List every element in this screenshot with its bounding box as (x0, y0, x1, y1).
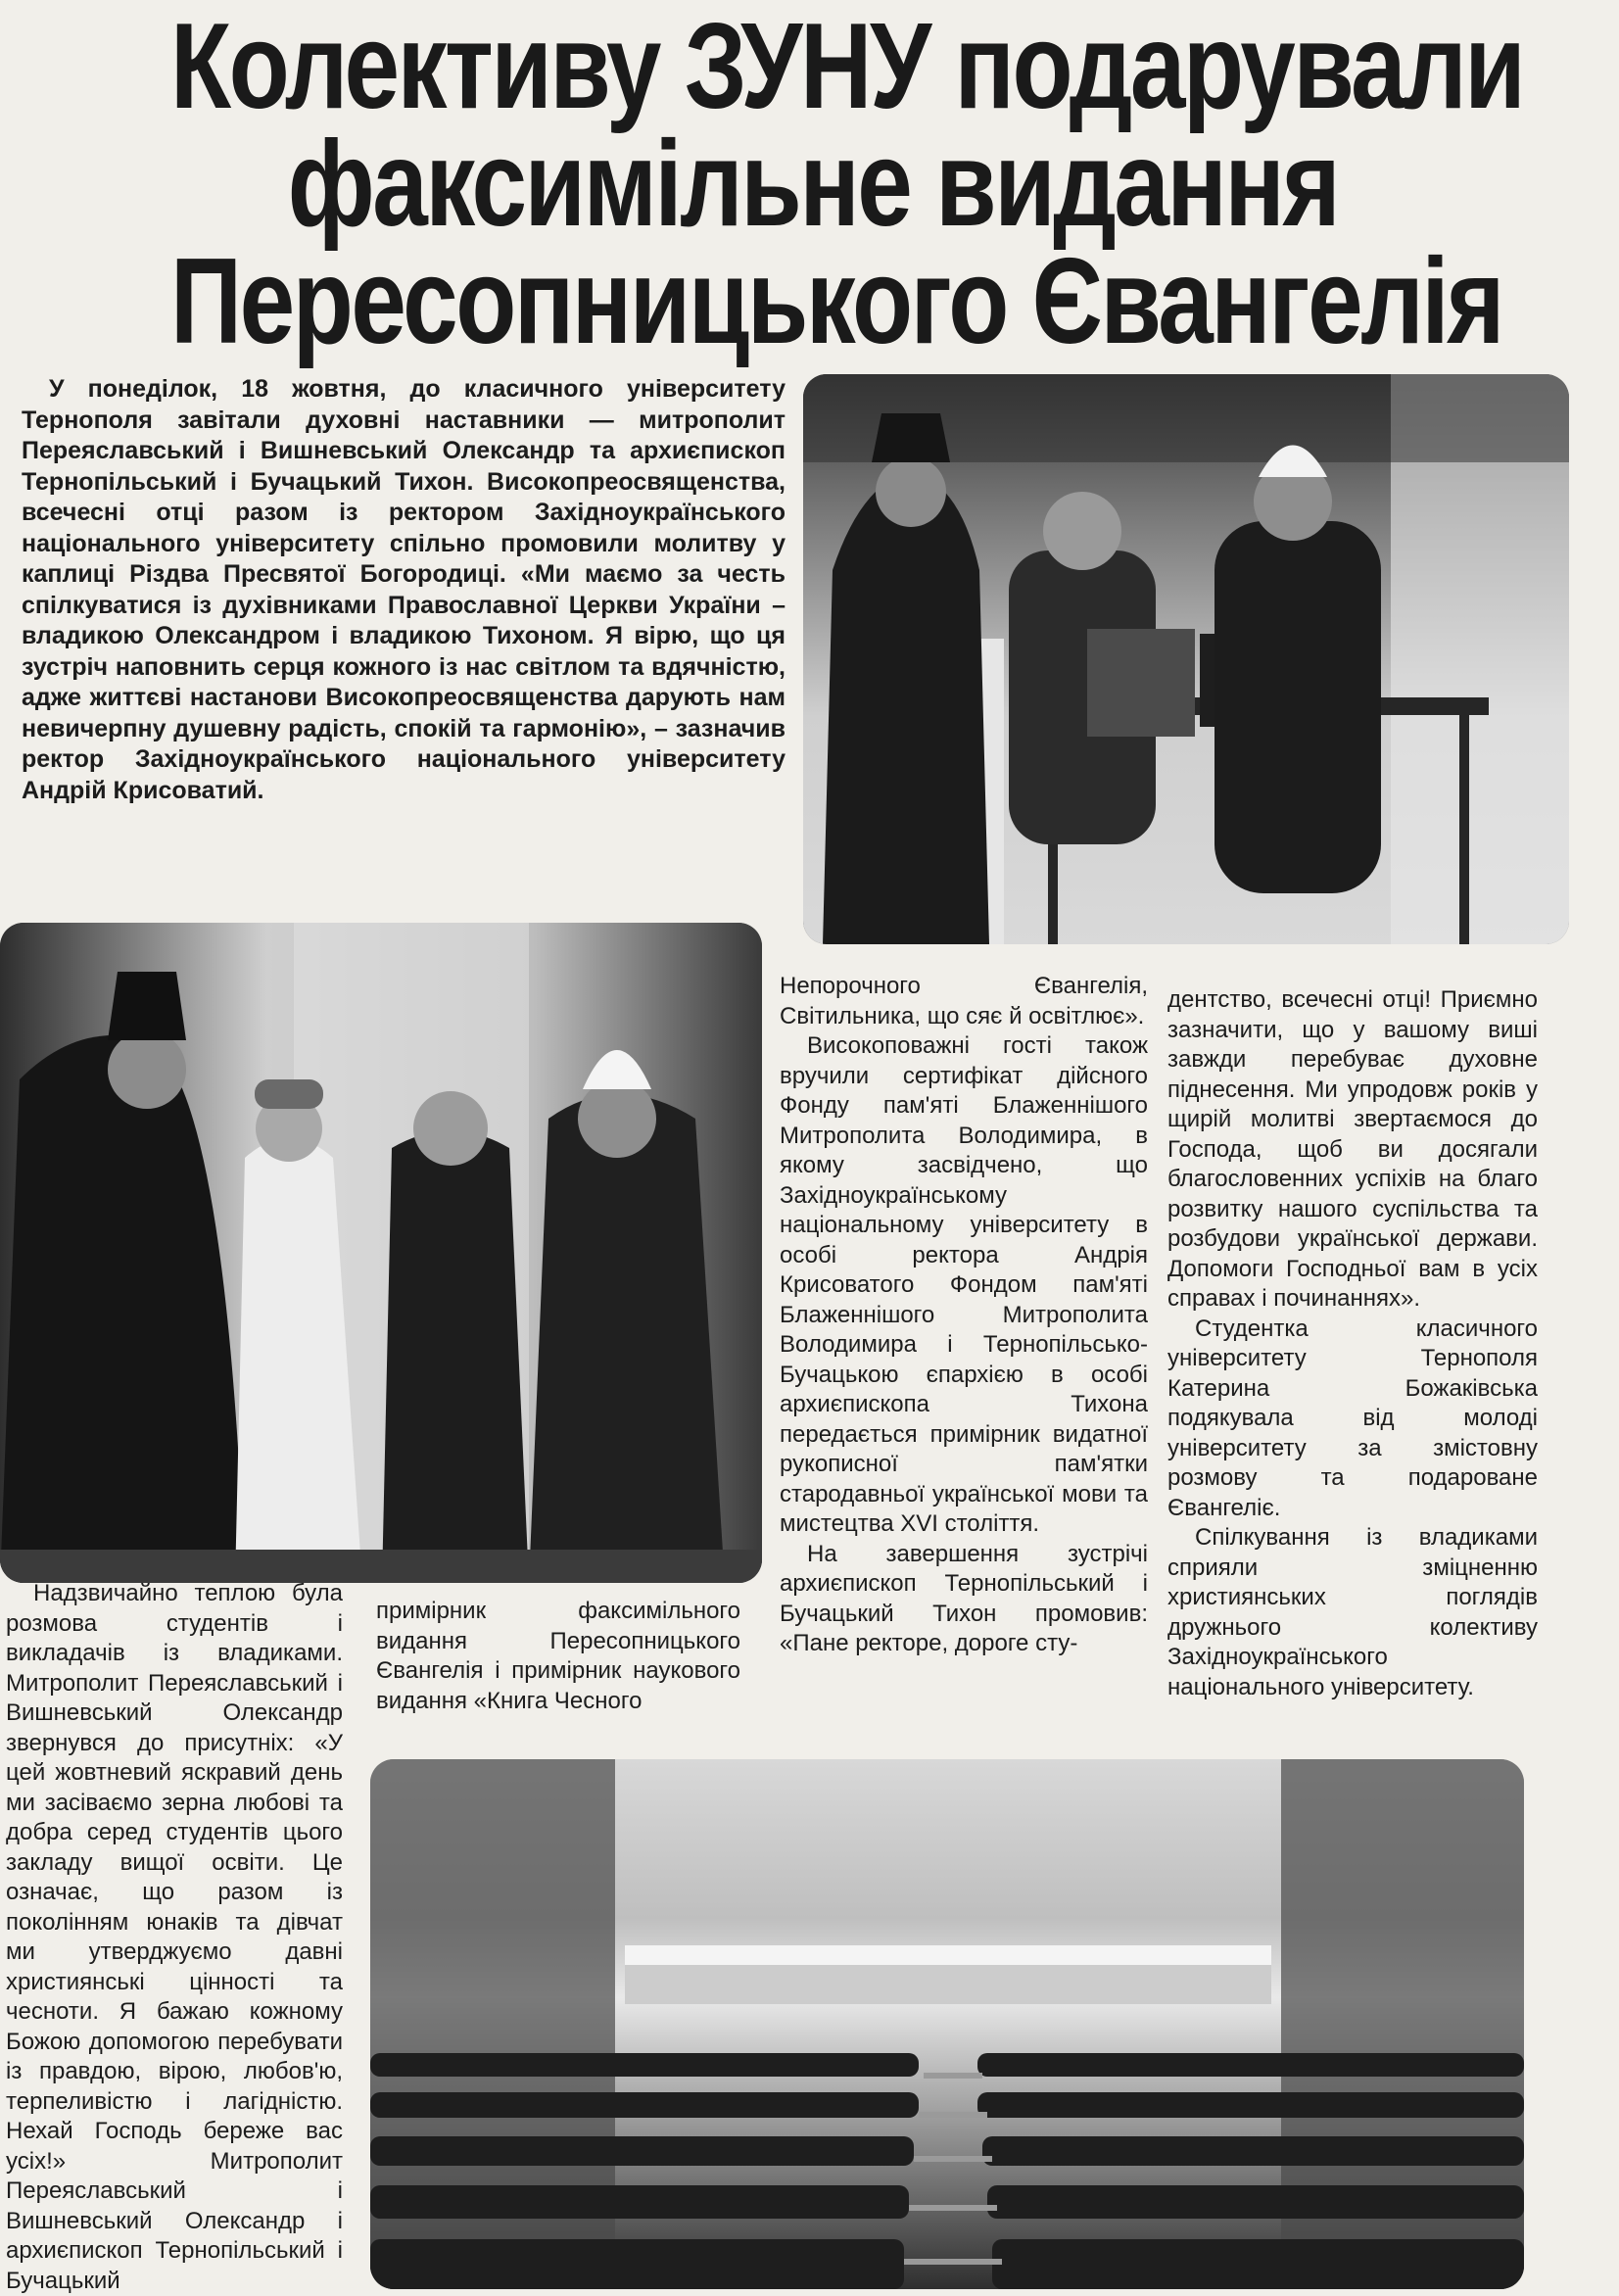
center-paragraph-3: На завершення зустрічі архиєпископ Тернопільський і Бучацький Тихон промовив: «Пане ректоре, дороге сту- (780, 1540, 1148, 1656)
center-paragraph-2: Високоповажні гості також вручили сертифікат дійсного Фонду пам'яті Блаженнішого Митрополита Володимира, в якому засвідчено, що Західноукраїнському національному університету в особі ректора Андрія Крисоватого Фондом пам'яті Блаженнішого Митрополита Володимира і Тернопільсько-Бучацькою єпархією в особі архиєпископа Тихона передається примірник видатної рукописної пам'ятки стародавньої української мови та мистецтва XVI століття. (780, 1032, 1148, 1537)
photo-podium-speech (803, 374, 1569, 944)
headline-line-2: факсимільне видання (287, 117, 1339, 252)
left-column (6, 1579, 343, 2296)
intro-paragraph (22, 374, 786, 806)
right-paragraph-2: Студентка класичного університету Тернополя Катерина Божаківська подякувала від молоді університету за змістовну розмову та подароване Євангеліє. (1167, 1315, 1538, 1521)
headline-line-1: Колективу ЗУНУ подарували (170, 0, 1524, 134)
middle-column (376, 1597, 740, 1716)
center-column (780, 972, 1148, 1659)
headline-line-3: Пересопницького Євангелія (170, 234, 1503, 369)
right-column (1167, 985, 1538, 1702)
intro-text: У понеділок, 18 жовтня, до класичного університету Тернополя завітали духовні наставники — митрополит Переяславський і Вишневський Олександр та архиєпископ Тернопільський і Бучацький Тихон. Високопреосвященства, всечесні отці разом із ректором Західноукраїнського національного університету спільно промовили молитву у каплиці Різдва Пресвятої Богородиці. «Ми маємо за честь спілкуватися із духівниками Православної Церкви України – владикою Олександром і владикою Тихоном. Я вірю, що ця зустріч наповнить серця кожного із нас світлом та вдячністю, адже життєві настанови Високопреосвященства дарують нам невичерпну душевну радість, спокій та гармонію», – зазначив ректор Західноукраїнського національного університету Андрій Крисоватий. (22, 375, 786, 804)
right-paragraph-3: Спілкування із владиками сприяли зміцненню християнських поглядів дружнього колективу Західноукраїнського національного університету. (1167, 1524, 1538, 1700)
article-headline (170, 0, 1524, 369)
middle-paragraph: примірник факсимільного видання Пересопницького Євангелія і примірник наукового видання «Книга Чесного (376, 1598, 740, 1714)
photo-group-portrait (0, 923, 762, 1583)
center-paragraph-1: Непорочного Євангелія, Світильника, що сяє й освітлює». (780, 973, 1148, 1029)
right-paragraph-1: дентство, всечесні отці! Приємно зазначити, що у вашому виші завжди перебуває духовне піднесення. Ми упродовж років у щирій молитві звертаємося до Господа, щоб ви досягали благословенних успіхів на благо розвитку нашого суспільства та розбудови української держави. Допомоги Господньої вам в усіх справах і починаннях». (1167, 986, 1538, 1312)
photo-auditorium (370, 1759, 1524, 2289)
left-paragraph: Надзвичайно теплою була розмова студентів і викладачів із владиками. Митрополит Переяславський і Вишневський Олександр звернувся до присутніх: «У цей жовтневий яскравий день ми засіваємо зерна любові та добра серед студентів цього закладу вищої освіти. Це означає, що разом із поколінням юнаків та дівчат ми утверджуємо давні християнські цінності та чесноти. Я бажаю кожному Божою допомогою перебувати із правдою, вірою, любов'ю, терпеливістю і лагідністю. Нехай Господь береже вас усіх!» Митрополит Переяславський і Вишневський Олександр і архиєпископ Тернопільський і Бучацький (6, 1580, 343, 2294)
